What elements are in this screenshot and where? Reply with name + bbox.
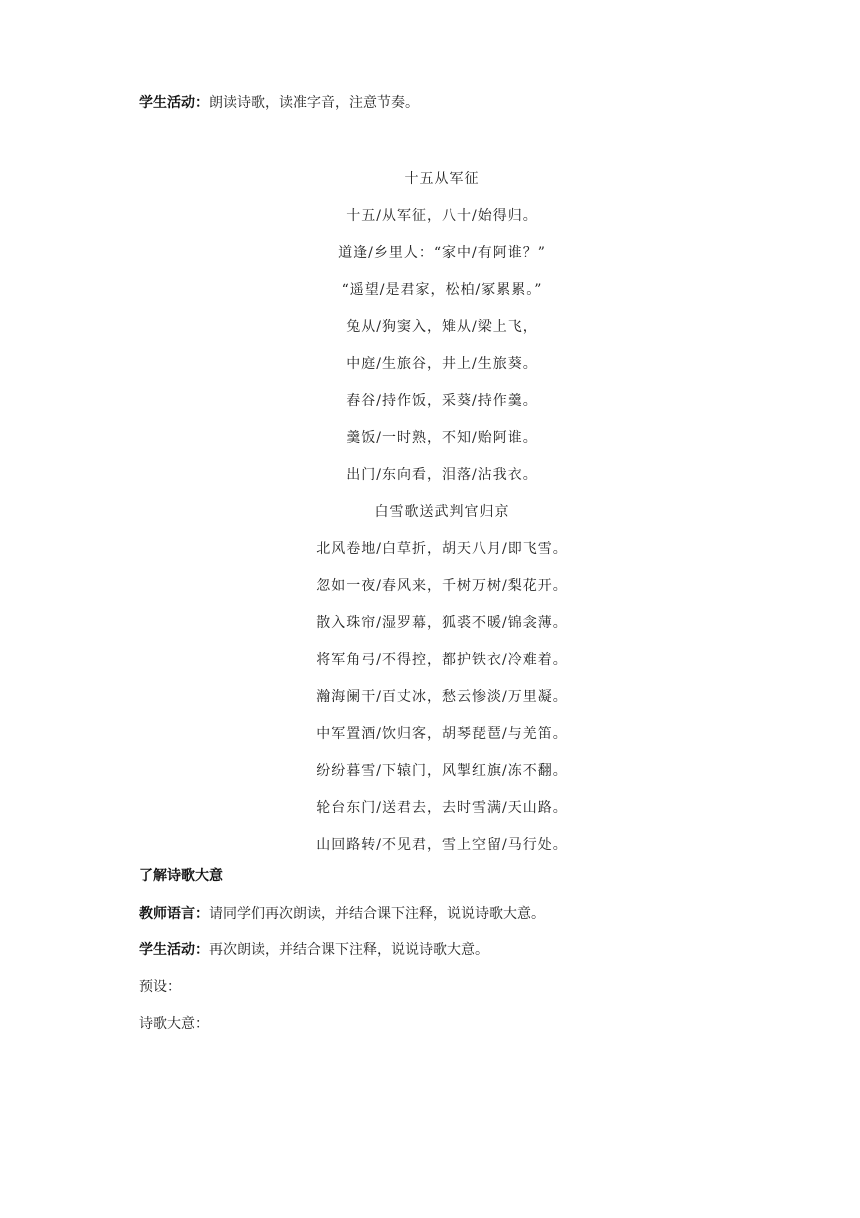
poem-line: 舂谷/持作饭，采葵/持作羹。 (346, 393, 538, 409)
poem-title: 十五从军征 (404, 171, 480, 187)
poem-line: 北风卷地/白草折，胡天八月/即飞雪。 (316, 541, 568, 557)
poem-line: 纷纷暮雪/下辕门，风掣红旗/冻不翻。 (316, 763, 568, 779)
poem-line: 瀚海阑干/百丈冰，愁云惨淡/万里凝。 (316, 689, 568, 705)
teacher-text: 请同学们再次朗读，并结合课下注释，说说诗歌大意。 (209, 906, 545, 922)
student-label: 学生活动： (139, 942, 209, 958)
poem-line: 出门/东向看，泪落/沾我衣。 (346, 467, 538, 483)
teacher-label: 教师语言： (139, 906, 209, 922)
intro-label: 学生活动： (139, 95, 209, 111)
student-text: 再次朗读，并结合课下注释，说说诗歌大意。 (209, 942, 489, 958)
poem-line: 兔从/狗窦入，雉从/梁上飞， (346, 319, 538, 335)
preset-paragraph: 预设： (139, 979, 181, 995)
intro-paragraph (139, 93, 419, 113)
poem-line: 羹饭/一时熟，不知/贻阿谁。 (346, 430, 538, 446)
poem-line: 轮台东门/送君去，去时雪满/天山路。 (316, 800, 568, 816)
poem-line: 将军角弓/不得控，都护铁衣/冷难着。 (316, 652, 568, 668)
student-paragraph (139, 940, 489, 960)
poem-line: 忽如一夜/春风来，千树万树/梨花开。 (316, 578, 568, 594)
poem-line: 中军置酒/饮归客，胡琴琵琶/与羌笛。 (316, 726, 568, 742)
section-heading: 了解诗歌大意 (139, 868, 223, 884)
poem-title: 白雪歌送武判官归京 (374, 504, 510, 520)
poem-line: 道逢/乡里人：“家中/有阿谁？” (338, 245, 546, 261)
poem-block (0, 168, 860, 871)
intro-text: 朗读诗歌，读准字音，注意节奏。 (209, 95, 419, 111)
poem-line: 山回路转/不见君，雪上空留/马行处。 (316, 837, 568, 853)
meaning-paragraph: 诗歌大意： (139, 1016, 209, 1032)
poem-line: “遥望/是君家，松柏/冢累累。” (341, 282, 543, 298)
poem-line: 中庭/生旅谷，井上/生旅葵。 (346, 356, 538, 372)
poem-line: 散入珠帘/湿罗幕，狐裘不暖/锦衾薄。 (316, 615, 568, 631)
poem-line: 十五/从军征，八十/始得归。 (346, 208, 538, 224)
teacher-paragraph (139, 904, 545, 924)
